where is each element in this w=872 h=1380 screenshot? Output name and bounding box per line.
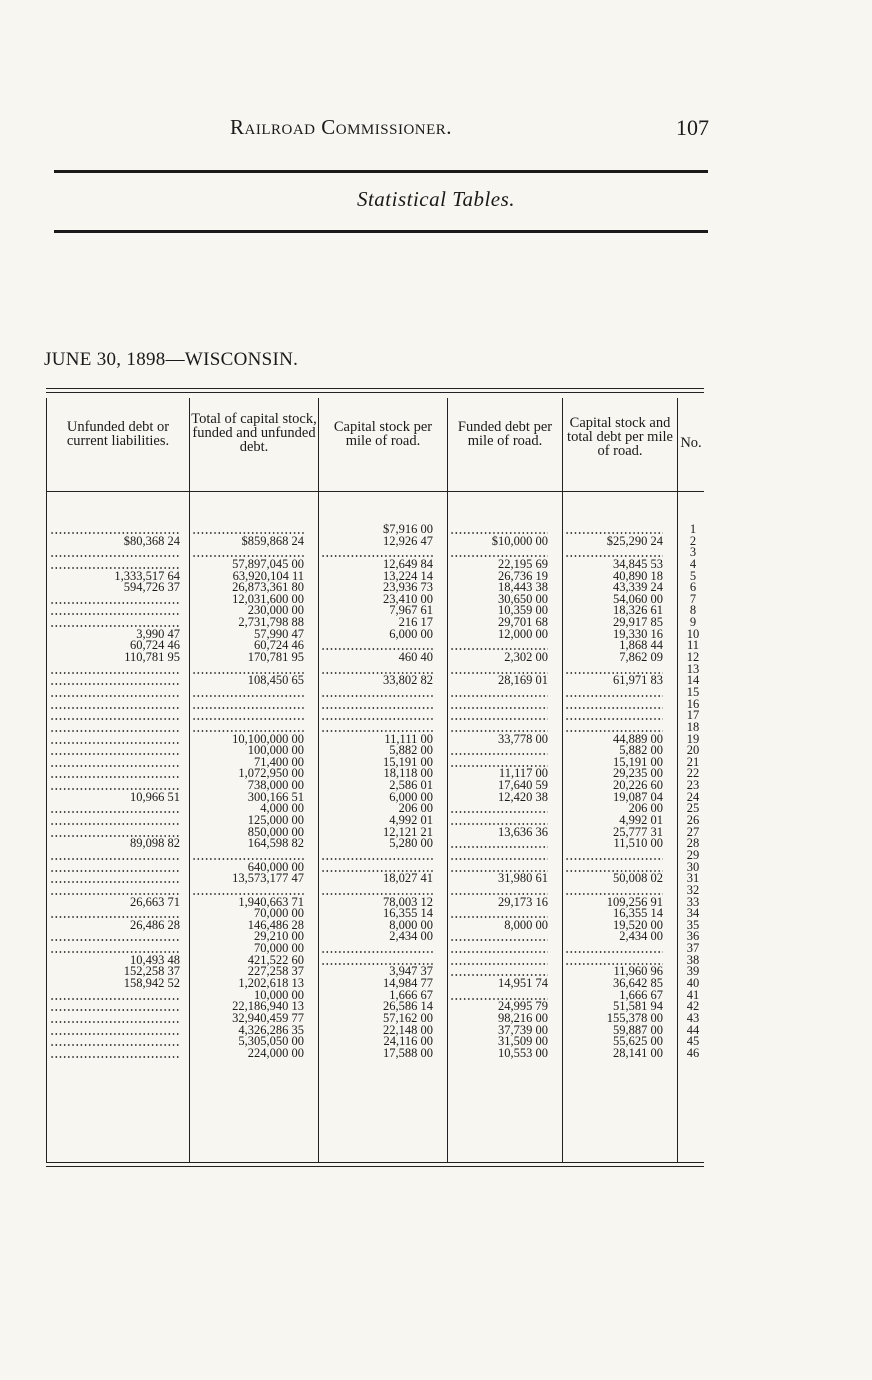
cell-capital-per-mile: 2,586 01 — [389, 778, 433, 793]
leader-dots — [50, 1021, 180, 1023]
table-row — [46, 591, 704, 606]
cell-capital-per-mile: 3,947 37 — [389, 964, 433, 979]
cell-total-per-mile: 34,845 53 — [613, 556, 663, 571]
leader-dots — [50, 939, 180, 941]
cell-total-per-mile: 25,777 31 — [613, 824, 663, 839]
cell-total-capital: 10,100,000 00 — [232, 731, 304, 746]
cell-total-per-mile: 19,520 00 — [613, 917, 663, 932]
cell-total-capital: 125,000 00 — [247, 813, 304, 828]
row-number: 45 — [686, 1034, 700, 1049]
leader-dots — [50, 811, 180, 813]
cell-capital-per-mile: 14,984 77 — [383, 975, 433, 990]
table-row — [46, 859, 704, 874]
leader-dots — [50, 753, 180, 755]
row-number: 31 — [686, 871, 700, 886]
cell-unfunded-debt: 10,493 48 — [130, 952, 180, 967]
cell-capital-per-mile: 15,191 00 — [383, 754, 433, 769]
table-row — [46, 894, 704, 909]
row-number: 12 — [686, 650, 700, 665]
cell-capital-per-mile: 6,000 00 — [389, 789, 433, 804]
cell-funded-per-mile: 8,000 00 — [504, 917, 548, 932]
cell-funded-per-mile: 12,000 00 — [498, 626, 548, 641]
cell-capital-per-mile: 11,111 00 — [384, 731, 433, 746]
leader-dots — [50, 881, 180, 883]
table-row — [46, 731, 704, 746]
cell-total-per-mile: 20,226 60 — [613, 778, 663, 793]
cell-funded-per-mile: 10,359 00 — [498, 603, 548, 618]
row-number: 3 — [689, 545, 697, 560]
cell-total-per-mile: 2,434 00 — [619, 929, 663, 944]
running-head — [0, 115, 872, 141]
cell-unfunded-debt: 26,486 28 — [130, 917, 180, 932]
table-row — [46, 533, 704, 548]
row-number: 22 — [686, 766, 700, 781]
table-row — [46, 1022, 704, 1037]
leader-dots — [50, 1044, 180, 1046]
row-number: 39 — [686, 964, 700, 979]
cell-total-capital: 230,000 00 — [247, 603, 304, 618]
cell-unfunded-debt: $80,368 24 — [123, 533, 180, 548]
header-divider — [46, 491, 704, 492]
table-row — [46, 768, 704, 780]
cell-total-per-mile: 155,378 00 — [606, 1010, 663, 1025]
cell-funded-per-mile: 29,701 68 — [498, 615, 548, 630]
table-body — [46, 524, 704, 1059]
table-row — [46, 547, 704, 559]
cell-total-capital: 738,000 00 — [247, 778, 304, 793]
cell-unfunded-debt: 594,726 37 — [123, 580, 180, 595]
leader-dots — [450, 707, 548, 709]
leader-dots — [50, 672, 180, 674]
leader-dots — [50, 870, 180, 872]
cell-unfunded-debt: 158,942 52 — [123, 975, 180, 990]
cell-total-capital: $859,868 24 — [241, 533, 304, 548]
row-number: 11 — [686, 638, 700, 653]
leader-dots — [450, 939, 548, 941]
cell-unfunded-debt: 1,333,517 64 — [114, 568, 180, 583]
row-number: 15 — [686, 684, 700, 699]
col-header-number: No. — [680, 435, 702, 451]
cell-total-per-mile: 28,141 00 — [613, 1045, 663, 1060]
cell-total-capital: 71,400 00 — [254, 754, 304, 769]
table-row — [46, 873, 704, 885]
row-number: 18 — [686, 719, 700, 734]
cell-total-per-mile: 7,862 09 — [619, 650, 663, 665]
cell-total-per-mile: 54,060 00 — [613, 591, 663, 606]
table-row — [46, 931, 704, 943]
cell-unfunded-debt: 10,966 51 — [130, 789, 180, 804]
header-rule — [54, 170, 708, 173]
cell-total-per-mile: 51,581 94 — [613, 999, 663, 1014]
cell-total-capital: 22,186,940 13 — [232, 999, 304, 1014]
section-title: Statistical Tables. — [356, 187, 516, 211]
table-row — [46, 803, 704, 815]
row-number: 36 — [686, 929, 700, 944]
leader-dots — [450, 963, 548, 965]
cell-capital-per-mile: 23,410 00 — [383, 591, 433, 606]
leader-dots — [50, 683, 180, 685]
table-row — [46, 684, 704, 699]
table-top-rule — [46, 388, 704, 389]
table-row — [46, 789, 704, 804]
cell-total-capital: 164,598 82 — [247, 836, 304, 851]
table-row — [46, 815, 704, 827]
table-row — [46, 975, 704, 990]
table-row — [46, 1036, 704, 1048]
cell-total-capital: 100,000 00 — [247, 743, 304, 758]
cell-total-per-mile: 1,666 67 — [619, 987, 663, 1002]
cell-capital-per-mile: 22,148 00 — [383, 1022, 433, 1037]
row-number: 30 — [686, 859, 700, 874]
col-header-capital-per-mile: Capital stock per mile of road. — [333, 419, 433, 449]
row-number: 8 — [689, 603, 697, 618]
row-number: 9 — [689, 615, 697, 630]
cell-funded-per-mile: $10,000 00 — [491, 533, 548, 548]
cell-funded-per-mile: 37,739 00 — [498, 1022, 548, 1037]
row-number: 7 — [689, 591, 697, 606]
row-number: 4 — [689, 556, 697, 571]
row-number: 37 — [686, 941, 700, 956]
row-number: 38 — [686, 952, 700, 967]
cell-total-capital: 57,990 47 — [254, 626, 304, 641]
cell-capital-per-mile: 4,992 01 — [389, 813, 433, 828]
leader-dots — [50, 998, 180, 1000]
cell-funded-per-mile: 98,216 00 — [498, 1010, 548, 1025]
cell-capital-per-mile: 57,162 00 — [383, 1010, 433, 1025]
cell-total-per-mile: 4,992 01 — [619, 813, 663, 828]
leader-dots — [50, 823, 180, 825]
cell-capital-per-mile: 216 17 — [398, 615, 433, 630]
table-row — [46, 582, 704, 594]
cell-total-capital: 12,031,600 00 — [232, 591, 304, 606]
cell-capital-per-mile: 33,802 82 — [383, 673, 433, 688]
row-number: 21 — [686, 754, 700, 769]
cell-total-per-mile: 29,235 00 — [613, 766, 663, 781]
leader-dots — [321, 951, 433, 953]
cell-total-per-mile: 29,917 85 — [613, 615, 663, 630]
leader-dots — [50, 742, 180, 744]
cell-unfunded-debt: 89,098 82 — [130, 836, 180, 851]
leader-dots — [321, 695, 433, 697]
cell-capital-per-mile: 206 00 — [398, 801, 433, 816]
cell-capital-per-mile: 17,588 00 — [383, 1045, 433, 1060]
cell-funded-per-mile: 28,169 01 — [498, 673, 548, 688]
cell-unfunded-debt: 152,258 37 — [123, 964, 180, 979]
leader-dots — [50, 1056, 180, 1058]
cell-total-capital: 4,000 00 — [260, 801, 304, 816]
row-number: 13 — [686, 661, 700, 676]
row-number: 2 — [689, 533, 697, 548]
cell-total-per-mile: 15,191 00 — [613, 754, 663, 769]
cell-total-per-mile: 50,008 02 — [613, 871, 663, 886]
cell-total-capital: 300,166 51 — [247, 789, 304, 804]
table-row — [46, 745, 704, 757]
row-number: 29 — [686, 847, 700, 862]
cell-funded-per-mile: 24,995 79 — [498, 999, 548, 1014]
cell-unfunded-debt: 26,663 71 — [130, 894, 180, 909]
table-bottom-rule-2 — [46, 1166, 704, 1167]
row-number: 33 — [686, 894, 700, 909]
cell-total-capital: 5,305,050 00 — [238, 1034, 304, 1049]
cell-total-capital: 26,873,361 80 — [232, 580, 304, 595]
cell-total-per-mile: 59,887 00 — [613, 1022, 663, 1037]
table-row — [46, 1010, 704, 1025]
cell-total-per-mile: 55,625 00 — [613, 1034, 663, 1049]
cell-total-per-mile: 206 00 — [628, 801, 663, 816]
row-number: 35 — [686, 917, 700, 932]
cell-total-capital: 29,210 00 — [254, 929, 304, 944]
cell-total-capital: 32,940,459 77 — [232, 1010, 304, 1025]
leader-dots — [450, 951, 548, 953]
table-row — [46, 987, 704, 1002]
cell-total-capital: 108,450 65 — [247, 673, 304, 688]
row-number: 46 — [686, 1045, 700, 1060]
leader-dots — [192, 695, 304, 697]
table-row — [46, 605, 704, 617]
leader-dots — [450, 858, 548, 860]
cell-funded-per-mile: 22,195 69 — [498, 556, 548, 571]
leader-dots — [50, 555, 180, 557]
cell-capital-per-mile: 12,926 47 — [383, 533, 433, 548]
cell-total-capital: 1,072,950 00 — [238, 766, 304, 781]
table-row — [46, 917, 704, 932]
leader-dots — [565, 707, 663, 709]
cell-total-capital: 70,000 00 — [254, 906, 304, 921]
leader-dots — [50, 695, 180, 697]
cell-total-per-mile: $25,290 24 — [606, 533, 663, 548]
leader-dots — [450, 846, 548, 848]
table-row — [46, 847, 704, 862]
leader-dots — [450, 695, 548, 697]
cell-capital-per-mile: 24,116 00 — [383, 1034, 433, 1049]
cell-total-per-mile: 18,326 61 — [613, 603, 663, 618]
cell-capital-per-mile: 18,027 41 — [383, 871, 433, 886]
leader-dots — [565, 718, 663, 720]
cell-total-capital: 70,000 00 — [254, 941, 304, 956]
row-number: 17 — [686, 708, 700, 723]
leader-dots — [50, 1009, 180, 1011]
cell-total-per-mile: 5,882 00 — [619, 743, 663, 758]
cell-total-capital: 170,781 95 — [247, 650, 304, 665]
row-number: 24 — [686, 789, 700, 804]
row-number: 16 — [686, 696, 700, 711]
row-number: 34 — [686, 906, 700, 921]
cell-total-capital: 2,731,798 88 — [238, 615, 304, 630]
cell-total-capital: 421,522 60 — [247, 952, 304, 967]
cell-funded-per-mile: 30,650 00 — [498, 591, 548, 606]
table-row — [46, 710, 704, 722]
cell-capital-per-mile: $7,916 00 — [383, 522, 433, 536]
cell-capital-per-mile: 460 40 — [398, 650, 433, 665]
table-row — [46, 1045, 704, 1060]
table-bottom-rule — [46, 1162, 704, 1163]
leader-dots — [50, 765, 180, 767]
leader-dots — [50, 776, 180, 778]
leader-dots — [50, 707, 180, 709]
cell-total-capital: 57,897,045 00 — [232, 556, 304, 571]
cell-total-capital: 640,000 00 — [247, 859, 304, 874]
leader-dots — [450, 811, 548, 813]
row-number: 41 — [686, 987, 700, 1002]
row-number: 26 — [686, 813, 700, 828]
leader-dots — [321, 858, 433, 860]
cell-funded-per-mile: 17,640 59 — [498, 778, 548, 793]
cell-total-per-mile: 11,510 00 — [613, 836, 663, 851]
cell-total-per-mile: 61,971 83 — [613, 673, 663, 688]
row-number: 28 — [686, 836, 700, 851]
section-rule — [54, 230, 708, 233]
cell-capital-per-mile: 2,434 00 — [389, 929, 433, 944]
table-top-rule-2 — [46, 392, 704, 393]
table-row — [46, 696, 704, 711]
row-number: 14 — [686, 673, 700, 688]
cell-funded-per-mile: 29,173 16 — [498, 894, 548, 909]
cell-capital-per-mile: 12,649 84 — [383, 556, 433, 571]
cell-capital-per-mile: 7,967 61 — [389, 603, 433, 618]
cell-total-per-mile: 19,087 04 — [613, 789, 663, 804]
cell-funded-per-mile: 18,443 38 — [498, 580, 548, 595]
cell-capital-per-mile: 26,586 14 — [383, 999, 433, 1014]
leader-dots — [565, 695, 663, 697]
table-row — [46, 661, 704, 676]
cell-capital-per-mile: 5,882 00 — [389, 743, 433, 758]
col-header-unfunded-debt: Unfunded debt or current liabilities. — [66, 419, 170, 449]
col-header-total-capital: Total of capital stock, funded and unfunded debt. — [191, 411, 317, 455]
table-row — [46, 1001, 704, 1013]
cell-capital-per-mile: 23,936 73 — [383, 580, 433, 595]
cell-funded-per-mile: 26,736 19 — [498, 568, 548, 583]
cell-funded-per-mile: 33,778 00 — [498, 731, 548, 746]
leader-dots — [50, 718, 180, 720]
cell-capital-per-mile: 18,118 00 — [383, 766, 433, 781]
cell-funded-per-mile: 14,951 74 — [498, 975, 548, 990]
cell-capital-per-mile: 8,000 00 — [389, 917, 433, 932]
cell-capital-per-mile: 78,003 12 — [383, 894, 433, 909]
running-title: Railroad Commissioner. — [230, 115, 453, 139]
cell-total-capital: 1,202,618 13 — [238, 975, 304, 990]
cell-unfunded-debt: 3,990 47 — [136, 626, 180, 641]
page-number: 107 — [676, 115, 709, 140]
cell-capital-per-mile: 13,224 14 — [383, 568, 433, 583]
leader-dots — [321, 718, 433, 720]
cell-unfunded-debt: 110,781 95 — [124, 650, 180, 665]
cell-funded-per-mile: 10,553 00 — [498, 1045, 548, 1060]
table-row — [46, 675, 704, 687]
leader-dots — [565, 858, 663, 860]
table-row — [46, 719, 704, 734]
cell-total-per-mile: 43,339 24 — [613, 580, 663, 595]
row-number: 25 — [686, 801, 700, 816]
row-number: 44 — [686, 1022, 700, 1037]
cell-capital-per-mile: 6,000 00 — [389, 626, 433, 641]
cell-total-per-mile: 16,355 14 — [613, 906, 663, 921]
col-header-total-per-mile: Capital stock and total debt per mile of road. — [567, 415, 673, 459]
row-number: 40 — [686, 975, 700, 990]
cell-total-per-mile: 109,256 91 — [606, 894, 663, 909]
row-number: 19 — [686, 731, 700, 746]
row-number: 20 — [686, 743, 700, 758]
row-number: 42 — [686, 999, 700, 1014]
cell-unfunded-debt: 60,724 46 — [130, 638, 180, 653]
cell-funded-per-mile: 31,509 00 — [498, 1034, 548, 1049]
leader-dots — [50, 730, 180, 732]
leader-dots — [450, 753, 548, 755]
cell-capital-per-mile: 5,280 00 — [389, 836, 433, 851]
cell-total-per-mile: 1,868 44 — [619, 638, 663, 653]
leader-dots — [50, 858, 180, 860]
table-row — [46, 652, 704, 664]
statistics-table — [46, 398, 704, 1162]
row-number: 10 — [686, 626, 700, 641]
cell-total-per-mile: 11,960 96 — [613, 964, 663, 979]
leader-dots — [565, 951, 663, 953]
cell-total-per-mile: 19,330 16 — [613, 626, 663, 641]
table-caption: JUNE 30, 1898—WISCONSIN. — [44, 349, 299, 370]
cell-total-capital: 13,573,177 47 — [232, 871, 304, 886]
cell-total-capital: 850,000 00 — [247, 824, 304, 839]
row-number: 32 — [686, 882, 700, 897]
cell-total-per-mile: 36,642 85 — [613, 975, 663, 990]
leader-dots — [50, 1033, 180, 1035]
col-header-funded-per-mile: Funded debt per mile of road. — [457, 419, 553, 449]
row-number: 43 — [686, 1010, 700, 1025]
row-number: 23 — [686, 778, 700, 793]
leader-dots — [192, 707, 304, 709]
cell-funded-per-mile: 13,636 36 — [498, 824, 548, 839]
cell-total-capital: 1,940,663 71 — [238, 894, 304, 909]
cell-total-capital: 10,000 00 — [254, 987, 304, 1002]
leader-dots — [50, 602, 180, 604]
cell-funded-per-mile: 2,302 00 — [504, 650, 548, 665]
row-number: 27 — [686, 824, 700, 839]
leader-dots — [321, 707, 433, 709]
row-number: 5 — [689, 568, 697, 583]
leader-dots — [450, 718, 548, 720]
row-number: 6 — [689, 580, 697, 595]
cell-total-capital: 63,920,104 11 — [232, 568, 304, 583]
leader-dots — [50, 613, 180, 615]
cell-total-capital: 60,724 46 — [254, 638, 304, 653]
cell-total-capital: 146,486 28 — [247, 917, 304, 932]
cell-capital-per-mile: 16,355 14 — [383, 906, 433, 921]
table-row — [46, 838, 704, 850]
cell-total-capital: 224,000 00 — [247, 1045, 304, 1060]
cell-funded-per-mile: 11,117 00 — [498, 766, 548, 781]
table-row — [46, 754, 704, 769]
cell-funded-per-mile: 12,420 38 — [498, 789, 548, 804]
cell-capital-per-mile: 12,121 21 — [383, 824, 433, 839]
cell-total-per-mile: 40,890 18 — [613, 568, 663, 583]
cell-total-capital: 4,326,286 35 — [238, 1022, 304, 1037]
row-number: 1 — [689, 522, 697, 536]
leader-dots — [192, 718, 304, 720]
cell-capital-per-mile: 1,666 67 — [389, 987, 433, 1002]
cell-total-capital: 227,258 37 — [247, 964, 304, 979]
cell-funded-per-mile: 31,980 61 — [498, 871, 548, 886]
cell-total-per-mile: 44,889 00 — [613, 731, 663, 746]
